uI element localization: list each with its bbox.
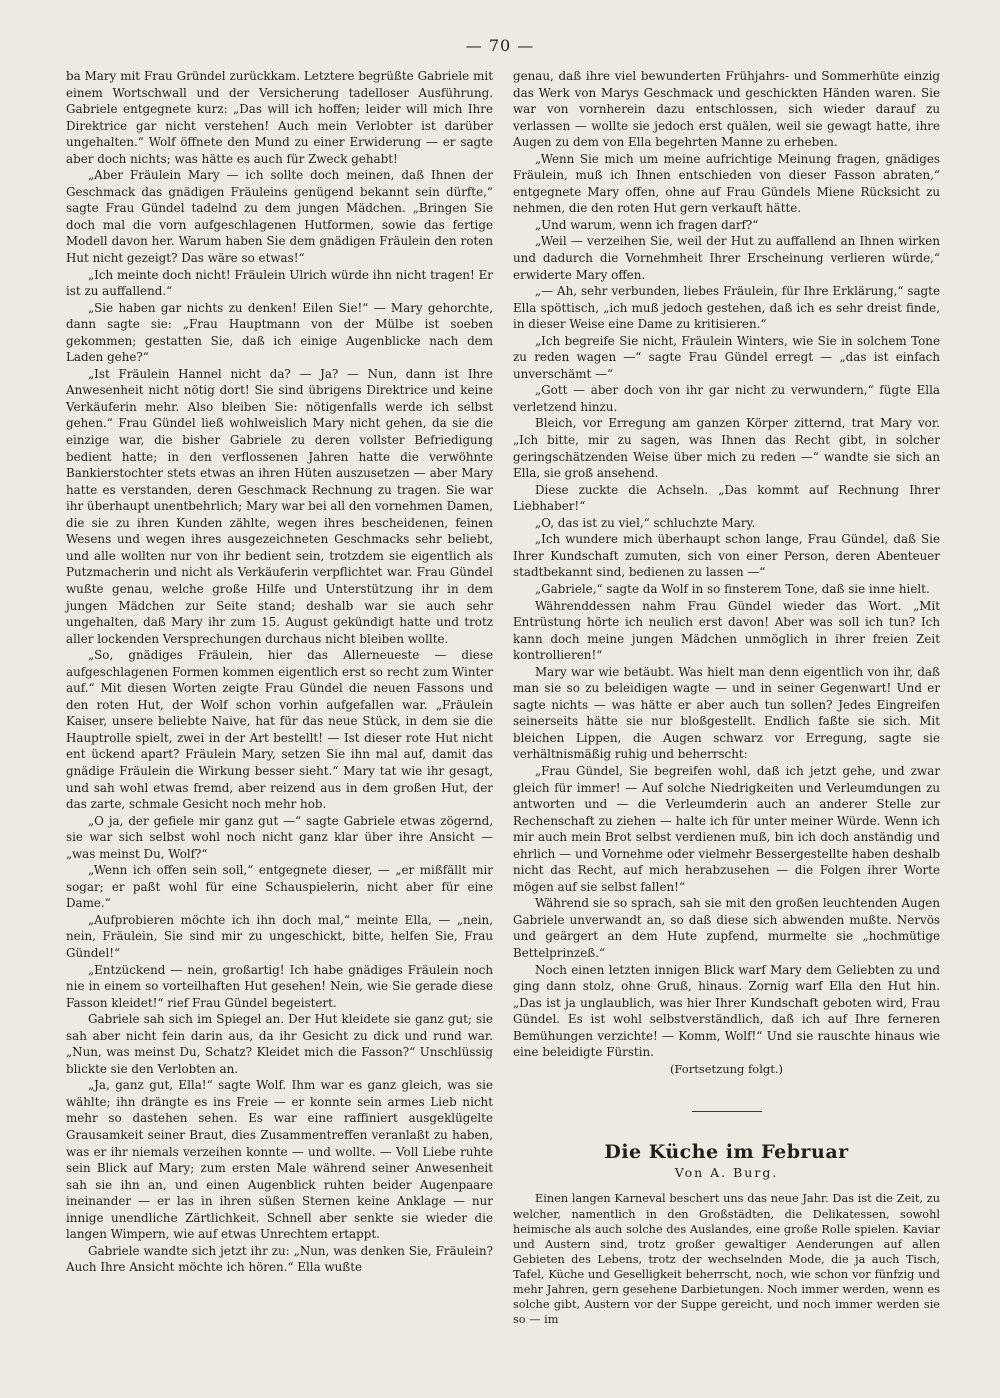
paragraph: Bleich, vor Erregung am ganzen Körper zitternd, trat Mary vor. „Ich bitte, mir zu sagen, was Ihnen das Recht gibt, in solcher geringschätzenden Weise über mich zu reden —“ wandte sie sich an Ella, sie groß ansehend. <box>513 416 940 481</box>
article-title: Die Küche im Februar <box>604 1141 849 1164</box>
paragraph: genau, daß ihre viel bewunderten Frühjahrs- und Sommerhüte einzig das Werk von Marys Geschmack und geschickten Händen waren. Sie war von vornherein dazu entschlossen, sich wieder darauf zu verlassen — wollte sie jedoch erst quälen, weil sie gewagt hatte, ihre Augen zu dem von Ella begehrten Manne zu erheben. <box>513 69 940 150</box>
paragraph: „Weil — verzeihen Sie, weil der Hut zu auffallend an Ihnen wirken und dadurch die Vornehmheit Ihrer Erscheinung verlieren würde,“ erwiderte Mary offen. <box>513 234 940 282</box>
paragraph: Während sie so sprach, sah sie mit den großen leuchtenden Augen Gabriele unverwandt an, so daß diese sich abwenden mußte. Nervös und geärgert an dem Hute zupfend, murmelte sie „hochmütige Bettelprinzeß.“ <box>513 896 940 960</box>
paragraph: Noch einen letzten innigen Blick warf Mary dem Geliebten zu und ging dann stolz, ohne Gruß, hinaus. Zornig warf Ella den Hut hin. „Das ist ja unglaublich, was hier Ihrer Kundschaft geboten wird, Frau Gündel. Es ist wohl selbstverständlich, daß ich auf Ihre ferneren Bemühungen verzichte! — Komm, Wolf!“ Und sie rauschte hinaus wie eine beleidigte Fürstin. <box>513 962 940 1060</box>
paragraph: „Ist Fräulein Hannel nicht da? — Ja? — Nun, dann ist Ihre Anwesenheit nicht nötig dort! Sie sind übrigens Direktrice und keine Verkäuferin mehr. Also bleiben Sie: nötigenfalls werde ich selbst gehen.“ Frau Gündel ließ wohlweislich Mary nicht gehen, da sie die einzige war, die bisher Gabriele zu deren vollster Befriedigung bedient hatte; in den verflossenen Jahren hatte die verwöhnte Bankierstochter stets etwas an ihren Hüten auszusetzen — aber Mary hatte es verstanden, deren Geschmack Rechnung zu tragen. Sie war ihr überhaupt unentbehrlich; Mary war bei all den vornehmen Damen, die sie zu ihren Kunden zählte, wegen ihres bescheidenen, feinen Wesens und wegen ihres ausgezeichneten Geschmacks sehr beliebt, und alle wollten nur von ihr bedient sein, trotzdem sie eigentlich als Putzmacherin und nicht als Verkäuferin verpflichtet war. Frau Gündel wußte genau, welche große Hilfe und Unterstützung ihr in dem jungen Mädchen zur Seite stand; deshalb war sie auch sehr ungehalten, daß Mary ihr zum 15. August gekündigt hatte und trotz aller lockenden Versprechungen durchaus nicht bleiben wollte. <box>66 366 493 646</box>
paragraph: „Ja, ganz gut, Ella!“ sagte Wolf. Ihm war es ganz gleich, was sie wählte; ihn drängte es ins Freie — er konnte sein armes Lieb nicht mehr so dastehen sehen. Es war eine raffiniert ausgeklügelte Grausamkeit seiner Braut, dies Zusammentreffen veranlaßt zu haben, was er ihr niemals verzeihen konnte — und wollte. — Voll Liebe ruhte sein Blick auf Mary; zum ersten Male während seiner Anwesenheit sah sie ihn an, und einen Augenblick ruhten beider Augenpaare ineinander — er las in ihren süßen Sternen keine Anklage — nur innige unendliche Zärtlichkeit. Schnell aber senkte sie wieder die langen Wimpern, wie auf etwas Unrechtem ertappt. <box>66 1078 493 1242</box>
paragraph: ba Mary mit Frau Gründel zurückkam. Letztere begrüßte Gabriele mit einem Wortschwall und der Versicherung tadelloser Ausführung. Gabriele entgegnete kurz: „Das will ich hoffen; leider will mich Ihre Direktrice gar nicht verstehen! Auch mein Verlobter ist darüber ungehalten.“ Wolf öffnete den Mund zu einer Erwiderung — er sagte aber doch nichts; was hätte es auch für Zweck gehabt! <box>66 69 493 166</box>
paragraph: „Ich begreife Sie nicht, Fräulein Winters, wie Sie in solchem Tone zu reden wagen —“ sagte Frau Gündel erregt — „das ist einfach unverschämt —“ <box>513 333 940 381</box>
continued-note: (Fortsetzung folgt.) <box>669 1061 784 1076</box>
paragraph: „Entzückend — nein, großartig! Ich habe gnädiges Fräulein noch nie in einem so vorteilhaften Hut gesehen! Nein, wie Sie gerade diese Fasson kleidet!“ rief Frau Gündel begeistert. <box>66 962 493 1010</box>
paragraph: Diese zuckte die Achseln. „Das kommt auf Rechnung Ihrer Liebhaber!“ <box>513 482 940 514</box>
article-body: Einen langen Karneval beschert uns das neue Jahr. Das ist die Zeit, zu welcher, namentlich in den Großstädten, die Delikatessen, sowohl heimische als auch solche des Auslandes, eine große Rolle spielen. Kaviar und Austern sind, trotz großer gewaltiger Aenderungen auf allen Gebieten des Lebens, trotz der wechselnden Mode, die ja auch Tisch, Tafel, Küche und Geselligkeit beherrscht, noch, wie schon vor fünfzig und mehr Jahren, gern gesehene Darbietungen. Noch immer werden, wenn es solche gibt, Austern vor der Suppe gereicht, und noch immer werden sie so — im <box>513 1192 940 1327</box>
right-column <box>513 68 940 1327</box>
paragraph: „O, das ist zu viel,“ schluchzte Mary. <box>535 515 756 530</box>
section-divider <box>692 1111 762 1112</box>
paragraph: „Wenn ich offen sein soll,“ entgegnete dieser, — „er mißfällt mir sogar; er paßt wohl für eine Schauspielerin, nicht aber für eine Dame.“ <box>66 863 493 911</box>
paragraph: Mary war wie betäubt. Was hielt man denn eigentlich von ihr, daß man sie so zu beleidigen wagte — und in seiner Gegenwart! Und er sagte nichts — was hätte er aber auch tun sollen? Jedes Eingreifen seinerseits hätte sie nur bloßgestellt. Endlich faßte sie sich. Mit bleichen Lippen, die Augen schwarz vor Erregung, sagte sie verhältnismäßig ruhig und beherrscht: <box>513 664 940 762</box>
paragraph: „Aufprobieren möchte ich ihn doch mal,“ meinte Ella, — „nein, nein, Fräulein, Sie sind mir zu ungeschickt, bitte, helfen Sie, Frau Gündel!“ <box>66 912 493 960</box>
paragraph: „Ich wundere mich überhaupt schon lange, Frau Gündel, daß Sie Ihrer Kundschaft zumuten, sich von einer Person, deren Abenteuer stadtbekannt sind, bedienen zu lassen —“ <box>513 532 940 580</box>
paragraph: „Frau Gündel, Sie begreifen wohl, daß ich jetzt gehe, und zwar gleich für immer! — Auf solche Niedrigkeiten und Verleumdungen zu antworten und — die Verleumderin auch an anderer Stelle zur Rechenschaft zu ziehen — halte ich für unter meiner Würde. Wenn ich mir auch mein Brot selbst verdienen muß, bin ich doch anständig und ehrlich — und Vornehme oder vielmehr Bessergestellte haben deshalb nicht das Recht, auf mich herabzusehen — die Folgen ihrer Worte mögen auf sie selbst fallen!“ <box>513 763 940 894</box>
paragraph: „Gott — aber doch von ihr gar nicht zu verwundern,“ fügte Ella verletzend hinzu. <box>513 383 940 414</box>
paragraph: Währenddessen nahm Frau Gündel wieder das Wort. „Mit Entrüstung hörte ich neulich erst davon! Aber was soll ich tun? Ich kann doch meine jungen Mädchen unmöglich in ihrer freien Zeit kontrollieren!“ <box>513 598 940 663</box>
paragraph: „O ja, der gefiele mir ganz gut —“ sagte Gabriele etwas zögernd, sie war sich selbst wohl noch nicht ganz klar über ihre Ansicht — „was meinst Du, Wolf?“ <box>66 813 493 861</box>
paragraph: „Gabriele,“ sagte da Wolf in so finsterem Tone, daß sie inne hielt. <box>535 581 930 596</box>
article-byline: Von A. Burg. <box>674 1164 779 1180</box>
paragraph: „Aber Fräulein Mary — ich sollte doch meinen, daß Ihnen der Geschmack das gnädigen Fräuleins genügend bekannt sein dürfte,“ sagte Frau Gündel tadelnd zu dem jungen Mädchen. „Bringen Sie doch mal die vorn aufgeschlagenen Hutformen, sowie das fertige Modell davon her. Warum haben Sie dem gnädigen Fräulein den roten Hut nicht gezeigt? Das wäre so etwas!“ <box>66 168 493 266</box>
paragraph: „Und warum, wenn ich fragen darf?“ <box>535 217 759 232</box>
paragraph: Gabriele wandte sich jetzt ihr zu: „Nun, was denken Sie, Fräulein? Auch Ihre Ansicht möchte ich hören.“ Ella wußte <box>66 1243 493 1275</box>
paragraph: „Ich meinte doch nicht! Fräulein Ulrich würde ihn nicht tragen! Er ist zu auffallend.“ <box>66 267 493 299</box>
left-column <box>66 68 493 1276</box>
paragraph: „Wenn Sie mich um meine aufrichtige Meinung fragen, gnädiges Fräulein, muß ich Ihnen entschieden von dieser Fasson abraten,“ entgegnete Mary offen, ohne auf Frau Gündels Miene Rücksicht zu nehmen, die den roten Hut gern verkauft hätte. <box>513 151 940 216</box>
paragraph: „So, gnädiges Fräulein, hier das Allerneueste — diese aufgeschlagenen Formen kommen eigentlich erst so recht zum Winter auf.“ Mit diesen Worten zeigte Frau Gündel die neuen Fassons und den roten Hut, der Wolf schon vorhin aufgefallen war. „Fräulein Kaiser, unsere beliebte Naive, hat für das neue Stück, in dem sie die Hauptrolle spielt, zwei in der Art bestellt! — Ist dieser rote Hut nicht ent ückend apart? Fräulein Mary, setzen Sie ihn mal auf, damit das gnädige Fräulein die Wirkung besser sieht.“ Mary tat wie ihr gesagt, und sah wohl etwas fremd, aber reizend aus in dem großen Hut, der das zarte, schmale Gesicht noch mehr hob. <box>66 648 493 812</box>
page-number: — 70 — <box>465 36 535 55</box>
paragraph: Gabriele sah sich im Spiegel an. Der Hut kleidete sie ganz gut; sie sah aber nicht fein darin aus, da ihr Gesicht zu dick und rund war. „Nun, was meinst Du, Schatz? Kleidet mich die Fasson?“ Unschlüssig blickte sie den Verlobten an. <box>66 1012 493 1076</box>
paragraph: „— Ah, sehr verbunden, liebes Fräulein, für Ihre Erklärung,“ sagte Ella spöttisch, „ich muß jedoch gestehen, daß ich es sehr dreist finde, in dieser Weise eine Dame zu kritisieren.“ <box>513 284 940 332</box>
paragraph: „Sie haben gar nichts zu denken! Eilen Sie!“ — Mary gehorchte, dann sagte sie: „Frau Hauptmann von der Mülbe ist soeben gekommen; gestatten Sie, daß ich einige Augenblicke nach dem Laden gehe?“ <box>66 300 493 365</box>
